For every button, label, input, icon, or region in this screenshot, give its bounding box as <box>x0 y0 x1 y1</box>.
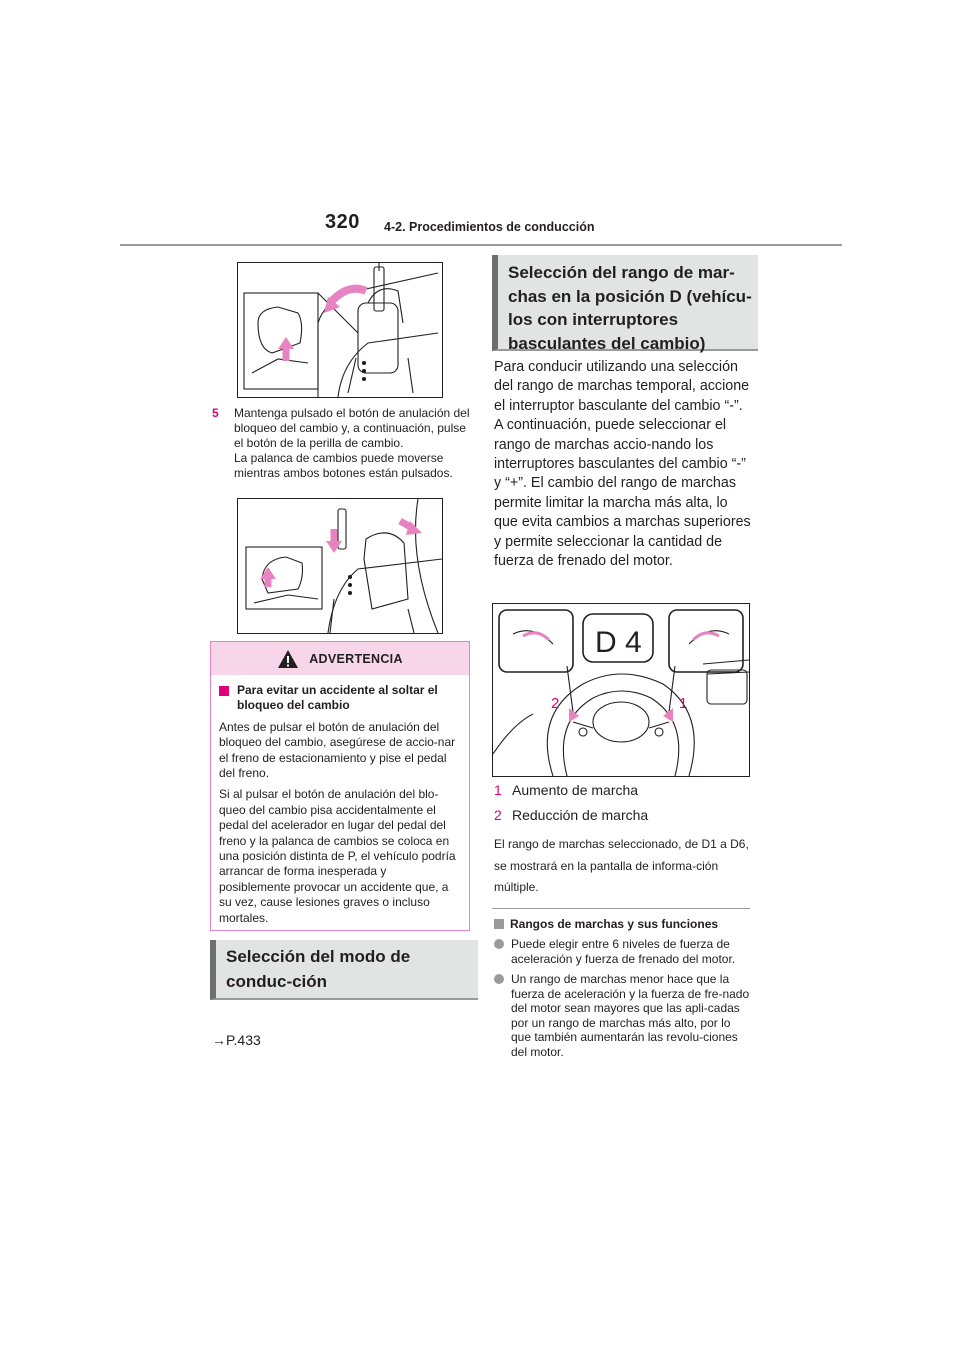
divider <box>492 908 750 909</box>
gear-ranges-list <box>494 937 752 1065</box>
step-5 <box>212 406 470 481</box>
subheading-text: Rangos de marchas y sus funciones <box>510 917 719 931</box>
warning-title: ADVERTENCIA <box>309 651 403 666</box>
warning-header <box>211 642 469 675</box>
warning-paragraph-2: Si al pulsar el botón de anulación del blo-queo del cambio pisa accidentalmente el pedal del acelerador en lugar del pedal del freno y la palanca de cambios se coloca en una posición distinta de P, el vehículo podría arrancar de forma inesperada y posiblemente provocar un accidente que, a su vez, cause lesiones graves o incluso mortales. <box>219 787 456 925</box>
legend-number: 1 <box>494 782 502 798</box>
range-selection-heading: Selección del rango de mar-chas en la posición D (vehícu-los con interruptores basculantes del cambio) <box>492 255 758 351</box>
square-bullet-icon <box>219 686 229 696</box>
list-item-text: Puede elegir entre 6 niveles de fuerza de aceleración y fuerza de frenado del motor. <box>511 937 736 966</box>
header-divider <box>120 244 842 246</box>
warning-box <box>210 641 470 931</box>
list-item <box>494 972 752 1059</box>
legend-item-2 <box>494 807 648 823</box>
gear-ranges-subheading <box>494 917 718 931</box>
shift-lock-release-illustration <box>237 262 443 398</box>
bullet-icon <box>494 974 504 984</box>
callout-2: 2 <box>551 695 560 712</box>
legend-label: Reducción de marcha <box>512 807 649 823</box>
section-title: 4-2. Procedimientos de conducción <box>384 220 595 234</box>
legend-number: 2 <box>494 807 502 823</box>
legend-item-1 <box>494 782 638 798</box>
step-text: Mantenga pulsado el botón de anulación del bloqueo del cambio y, a continuación, pulse el botón de la perilla de cambio. <box>234 406 470 450</box>
warning-icon <box>277 649 299 669</box>
drive-mode-heading: Selección del modo de conduc-ción <box>210 940 478 1000</box>
legend-label: Aumento de marcha <box>512 782 639 798</box>
step-note: La palanca de cambios puede moverse mientras ambos botones están pulsados. <box>234 451 453 480</box>
page-reference-link[interactable]: →P.433 <box>212 1032 261 1048</box>
warning-paragraph-1: Antes de pulsar el botón de anulación del bloqueo del cambio, asegúrese de accio-nar el freno de estacionamiento y pise el pedal del freno. <box>219 719 456 781</box>
warning-subtitle-text: Para evitar un accidente al soltar el bloqueo del cambio <box>237 683 438 713</box>
bullet-icon <box>494 939 504 949</box>
square-bullet-icon <box>494 919 504 929</box>
page-number: 320 <box>325 211 360 233</box>
shift-knob-illustration <box>237 498 443 634</box>
warning-subtitle <box>219 683 461 714</box>
step-number: 5 <box>212 406 219 420</box>
range-paragraph: Para conducir utilizando una selección del rango de marchas temporal, accione el interruptor basculante del cambio “-”. A continuación, puede seleccionar el rango de marchas accio-nando los interruptores basculantes del cambio “-” y “+”. El cambio del rango de marchas permite limitar la marcha más alta, lo que evita cambios a marchas superiores y permite seleccionar la cantidad de fuerza de frenado del motor. <box>494 359 751 570</box>
range-display-note: El rango de marchas seleccionado, de D1 a D6, se mostrará en la pantalla de informa-ción múltiple. <box>494 837 749 894</box>
display-label: D 4 <box>595 626 642 659</box>
list-item-text: Un rango de marchas menor hace que la fuerza de aceleración y la fuerza de fre-nado del motor sean mayores que las apli-cadas por un rango de marchas más alto, por lo que también aumentarán las revolu-ciones del motor. <box>511 972 750 1059</box>
steering-paddle-illustration <box>492 603 750 777</box>
callout-1: 1 <box>679 695 688 712</box>
list-item <box>494 937 752 966</box>
